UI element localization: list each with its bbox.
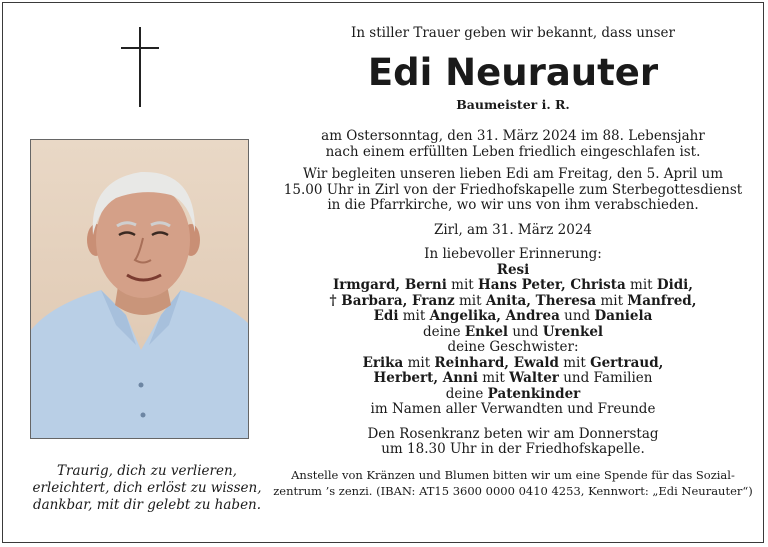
memory-line: deine Enkel und Urenkel: [422, 323, 604, 340]
poem-line: erleichtert, dich erlöst zu wissen,: [32, 480, 262, 496]
cross-icon: [121, 27, 161, 109]
memory-line: Resi: [496, 261, 530, 278]
rosary-line: um 18.30 Uhr in der Friedhofskapelle.: [381, 441, 645, 457]
death-line: am Ostersonntag, den 31. März 2024 im 88. Lebensjahr: [321, 128, 705, 144]
obituary-card: [2, 2, 764, 543]
poem-line: dankbar, mit dir gelebt zu haben.: [32, 497, 262, 513]
poem-line: Traurig, dich zu verlieren,: [57, 463, 237, 479]
death-line: nach einem erfüllten Leben friedlich eingeschlafen ist.: [325, 143, 701, 160]
portrait-photo: [30, 139, 249, 439]
memory-line: Erika mit Reinhard, Ewald mit Gertraud,: [362, 354, 664, 371]
memory-line: im Namen aller Verwandten und Freunde: [370, 401, 656, 417]
memory-list: [271, 247, 755, 418]
funeral-line: Wir begleiten unseren lieben Edi am Freitag, den 5. April um: [302, 166, 724, 182]
death-notice: [271, 129, 755, 160]
funeral-line: in die Pfarrkirche, wo wir uns von ihm verabschieden.: [327, 197, 699, 213]
memory-line: deine Geschwister:: [447, 339, 579, 355]
funeral-notice: [271, 167, 755, 214]
deceased-name: Edi Neurauter: [367, 51, 659, 94]
memory-line: Herbert, Anni mit Walter und Familien: [373, 370, 653, 386]
memory-line: Edi mit Angelika, Andrea und Daniela: [373, 308, 653, 324]
memory-line: Irmgard, Berni mit Hans Peter, Christa mit Didi,: [332, 277, 694, 293]
donation-line: Anstelle von Kränzen und Blumen bitten wir um eine Spende für das Sozial-: [291, 467, 735, 482]
announcement-text: [271, 21, 755, 499]
rosary-line: Den Rosenkranz beten wir am Donnerstag: [367, 425, 659, 442]
memory-heading: In liebevoller Erinnerung:: [424, 246, 602, 262]
poem: [29, 463, 265, 514]
memory-line: deine Patenkinder: [445, 385, 581, 402]
funeral-line: 15.00 Uhr in Zirl von der Friedhofskapelle zum Sterbegottesdienst: [283, 181, 743, 198]
donation-line: zentrum ’s zenzi. (IBAN: AT15 3600 0000 0410 4253, Kennwort: „Edi Neurauter“): [273, 483, 753, 498]
deceased-title: Baumeister i. R.: [456, 97, 570, 112]
rosary-notice: [271, 427, 755, 458]
intro-text: In stiller Trauer geben wir bekannt, dass unser: [350, 25, 675, 41]
donation-notice: [271, 467, 755, 499]
memory-line: † Barbara, Franz mit Anita, Theresa mit Manfred,: [329, 292, 697, 309]
place-date: Zirl, am 31. März 2024: [433, 221, 593, 238]
